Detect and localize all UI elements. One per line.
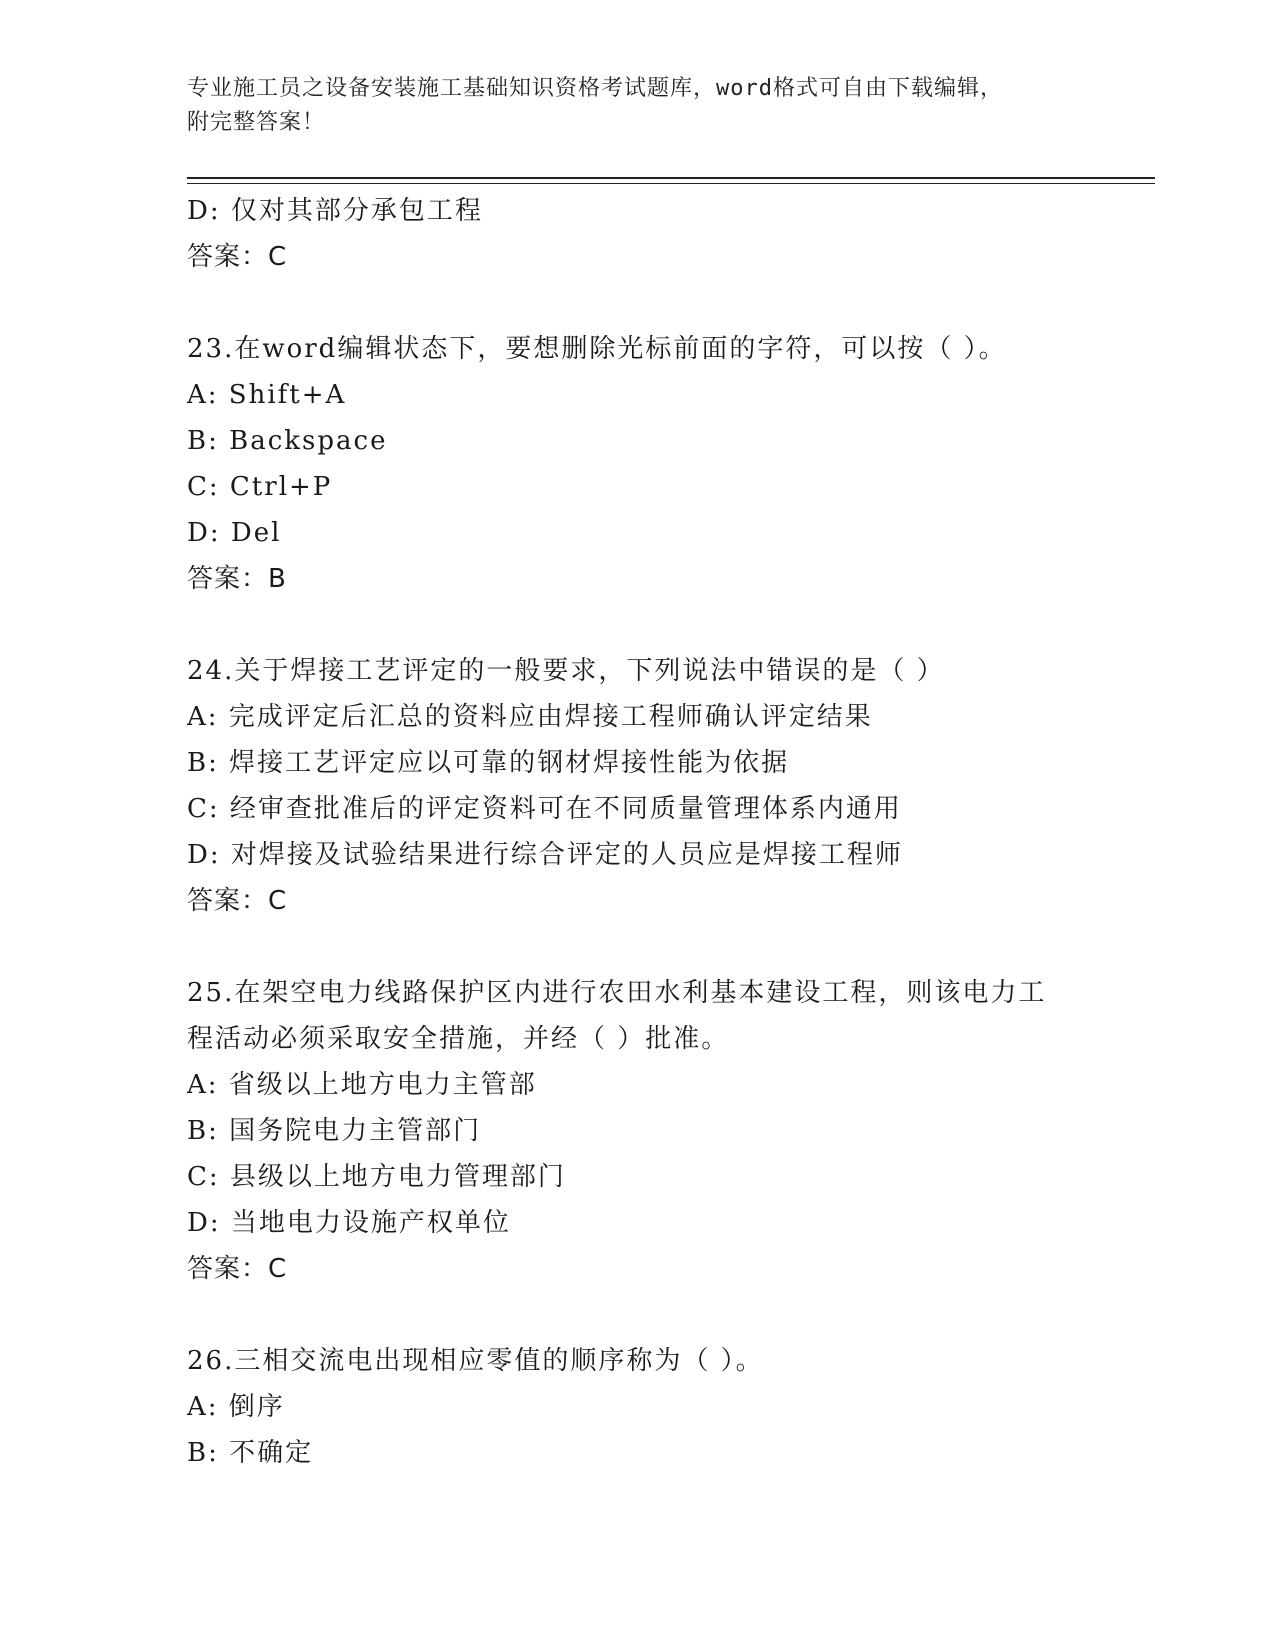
option-c: C: Ctrl+P — [187, 472, 333, 502]
question-stem-line-1: 25.在架空电力线路保护区内进行农田水利基本建设工程，则该电力工 — [187, 978, 1047, 1008]
spacer — [187, 1292, 1155, 1338]
option-d: D: 当地电力设施产权单位 — [187, 1208, 511, 1238]
question-stem: 26.三相交流电出现相应零值的顺序称为（ ）。 — [187, 1346, 764, 1376]
answer-text: 答案：C — [187, 1254, 288, 1284]
option-c: C: 经审查批准后的评定资料可在不同质量管理体系内通用 — [187, 794, 902, 824]
spacer — [187, 924, 1155, 970]
header-line-1: 专业施工员之设备安装施工基础知识资格考试题库，word格式可自由下载编辑， — [187, 76, 1003, 101]
answer-text: 答案：B — [187, 564, 287, 594]
option-d: D: Del — [187, 518, 282, 548]
option-c: C: 县级以上地方电力管理部门 — [187, 1162, 566, 1192]
question-stem: 23.在word编辑状态下，要想删除光标前面的字符，可以按（ ）。 — [187, 334, 1007, 364]
option-a: A: 完成评定后汇总的资料应由焊接工程师确认评定结果 — [187, 702, 873, 732]
question-prev — [187, 188, 1155, 280]
question-23 — [187, 326, 1155, 602]
option-d: D: 仅对其部分承包工程 — [187, 196, 483, 226]
question-25 — [187, 970, 1155, 1292]
header-divider-thick — [187, 177, 1155, 179]
option-b: B: 焊接工艺评定应以可靠的钢材焊接性能为依据 — [187, 748, 790, 778]
header-divider-thin — [187, 183, 1155, 184]
spacer — [187, 602, 1155, 648]
option-a: A: 省级以上地方电力主管部 — [187, 1070, 537, 1100]
option-b: B: Backspace — [187, 426, 388, 456]
option-b: B: 不确定 — [187, 1438, 314, 1468]
question-stem-line-2: 程活动必须采取安全措施，并经（ ）批准。 — [187, 1024, 730, 1054]
document-header — [187, 72, 1087, 140]
question-stem: 24.关于焊接工艺评定的一般要求，下列说法中错误的是（ ） — [187, 656, 945, 686]
answer-text: 答案：C — [187, 886, 288, 916]
question-26 — [187, 1338, 1155, 1476]
question-24 — [187, 648, 1155, 924]
option-d: D: 对焊接及试验结果进行综合评定的人员应是焊接工程师 — [187, 840, 903, 870]
header-line-2: 附完整答案！ — [187, 110, 326, 135]
option-a: A: Shift+A — [187, 380, 347, 410]
answer-text: 答案：C — [187, 242, 288, 272]
question-list — [187, 188, 1155, 1476]
option-b: B: 国务院电力主管部门 — [187, 1116, 482, 1146]
option-a: A: 倒序 — [187, 1392, 285, 1422]
spacer — [187, 280, 1155, 326]
